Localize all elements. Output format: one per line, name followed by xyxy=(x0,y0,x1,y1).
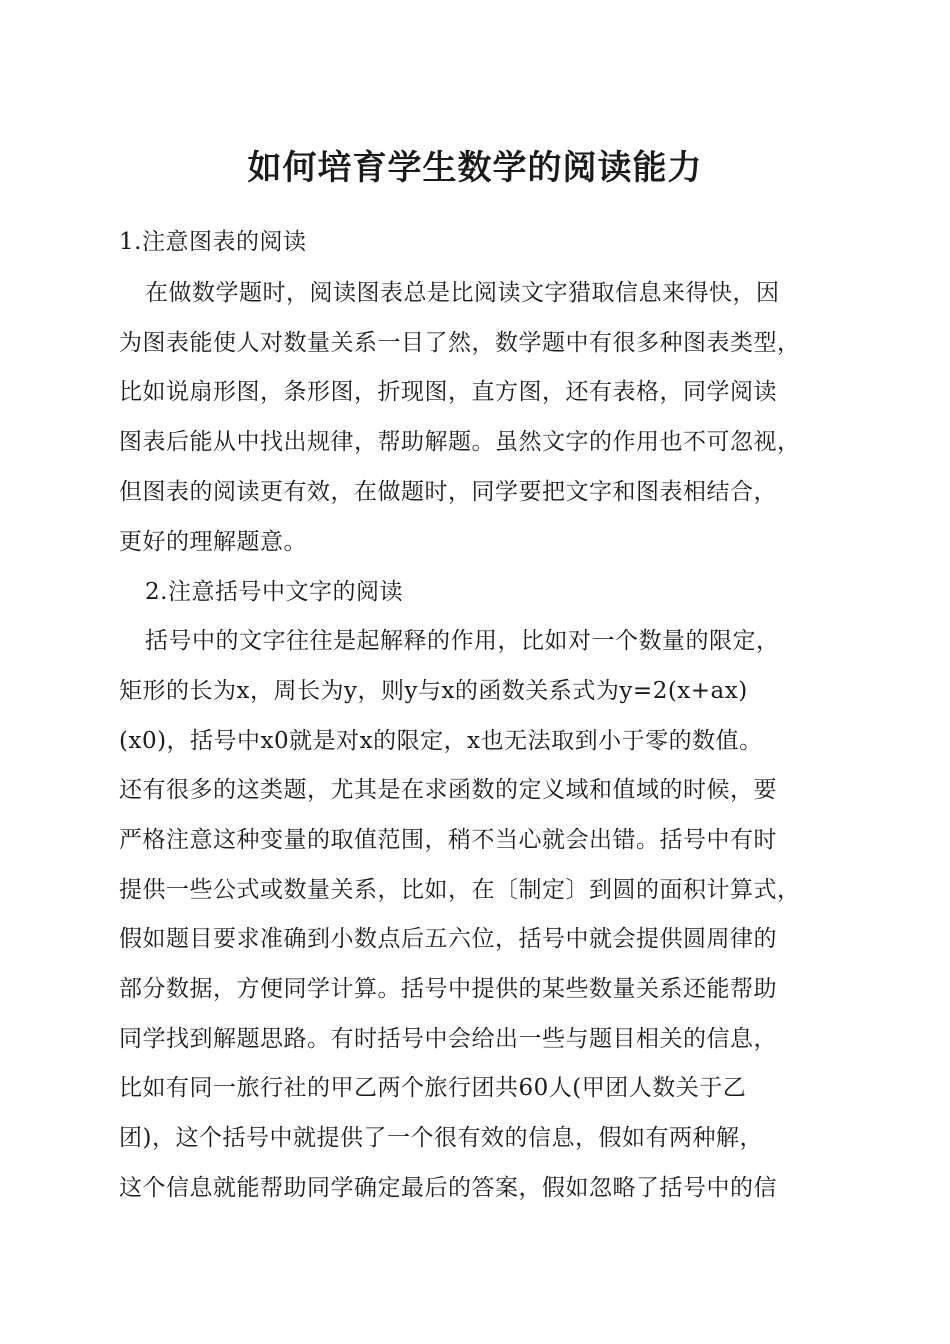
paragraph-line: 图表后能从中找出规律，帮助解题。虽然文字的作用也不可忽视， xyxy=(119,429,801,455)
section-heading-2: 2.注意括号中文字的阅读 xyxy=(145,579,403,605)
paragraph-line: 比如说扇形图，条形图，折现图，直方图，还有表格，同学阅读 xyxy=(119,379,777,405)
paragraph-line: 为图表能使人对数量关系一目了然，数学题中有很多种图表类型， xyxy=(119,330,801,356)
paragraph-line: 同学找到解题思路。有时括号中会给出一些与题目相关的信息， xyxy=(119,1026,777,1052)
paragraph-line: 部分数据，方便同学计算。括号中提供的某些数量关系还能帮助 xyxy=(119,976,777,1002)
paragraph-line: 这个信息就能帮助同学确定最后的答案，假如忽略了括号中的信 xyxy=(119,1175,777,1201)
paragraph-line: 更好的理解题意。 xyxy=(119,529,307,555)
paragraph-line: 严格注意这种变量的取值范围，稍不当心就会出错。括号中有时 xyxy=(119,827,777,853)
paragraph-line: 提供一些公式或数量关系，比如，在〔制定〕到圆的面积计算式， xyxy=(119,877,801,903)
paragraph-line: (x0)，括号中x0就是对x的限定，x也无法取到小于零的数值。 xyxy=(119,728,763,754)
document-title: 如何培育学生数学的阅读能力 xyxy=(247,148,703,188)
paragraph-line: 但图表的阅读更有效，在做题时，同学要把文字和图表相结合， xyxy=(119,479,777,505)
paragraph-line: 括号中的文字往往是起解释的作用，比如对一个数量的限定， xyxy=(145,628,780,654)
section-heading-1: 1.注意图表的阅读 xyxy=(119,229,307,255)
paragraph-line: 还有很多的这类题，尤其是在求函数的定义域和值域的时候，要 xyxy=(119,777,777,803)
paragraph-line: 在做数学题时，阅读图表总是比阅读文字猎取信息来得快，因 xyxy=(145,280,780,306)
paragraph-line: 矩形的长为x，周长为y，则y与x的函数关系式为y=2(x+ax) xyxy=(119,678,748,704)
paragraph-line: 假如题目要求准确到小数点后五六位，括号中就会提供圆周律的 xyxy=(119,926,777,952)
paragraph-line: 比如有同一旅行社的甲乙两个旅行团共60人(甲团人数关于乙 xyxy=(119,1075,747,1101)
paragraph-line: 团)，这个括号中就提供了一个很有效的信息，假如有两种解， xyxy=(119,1125,763,1151)
